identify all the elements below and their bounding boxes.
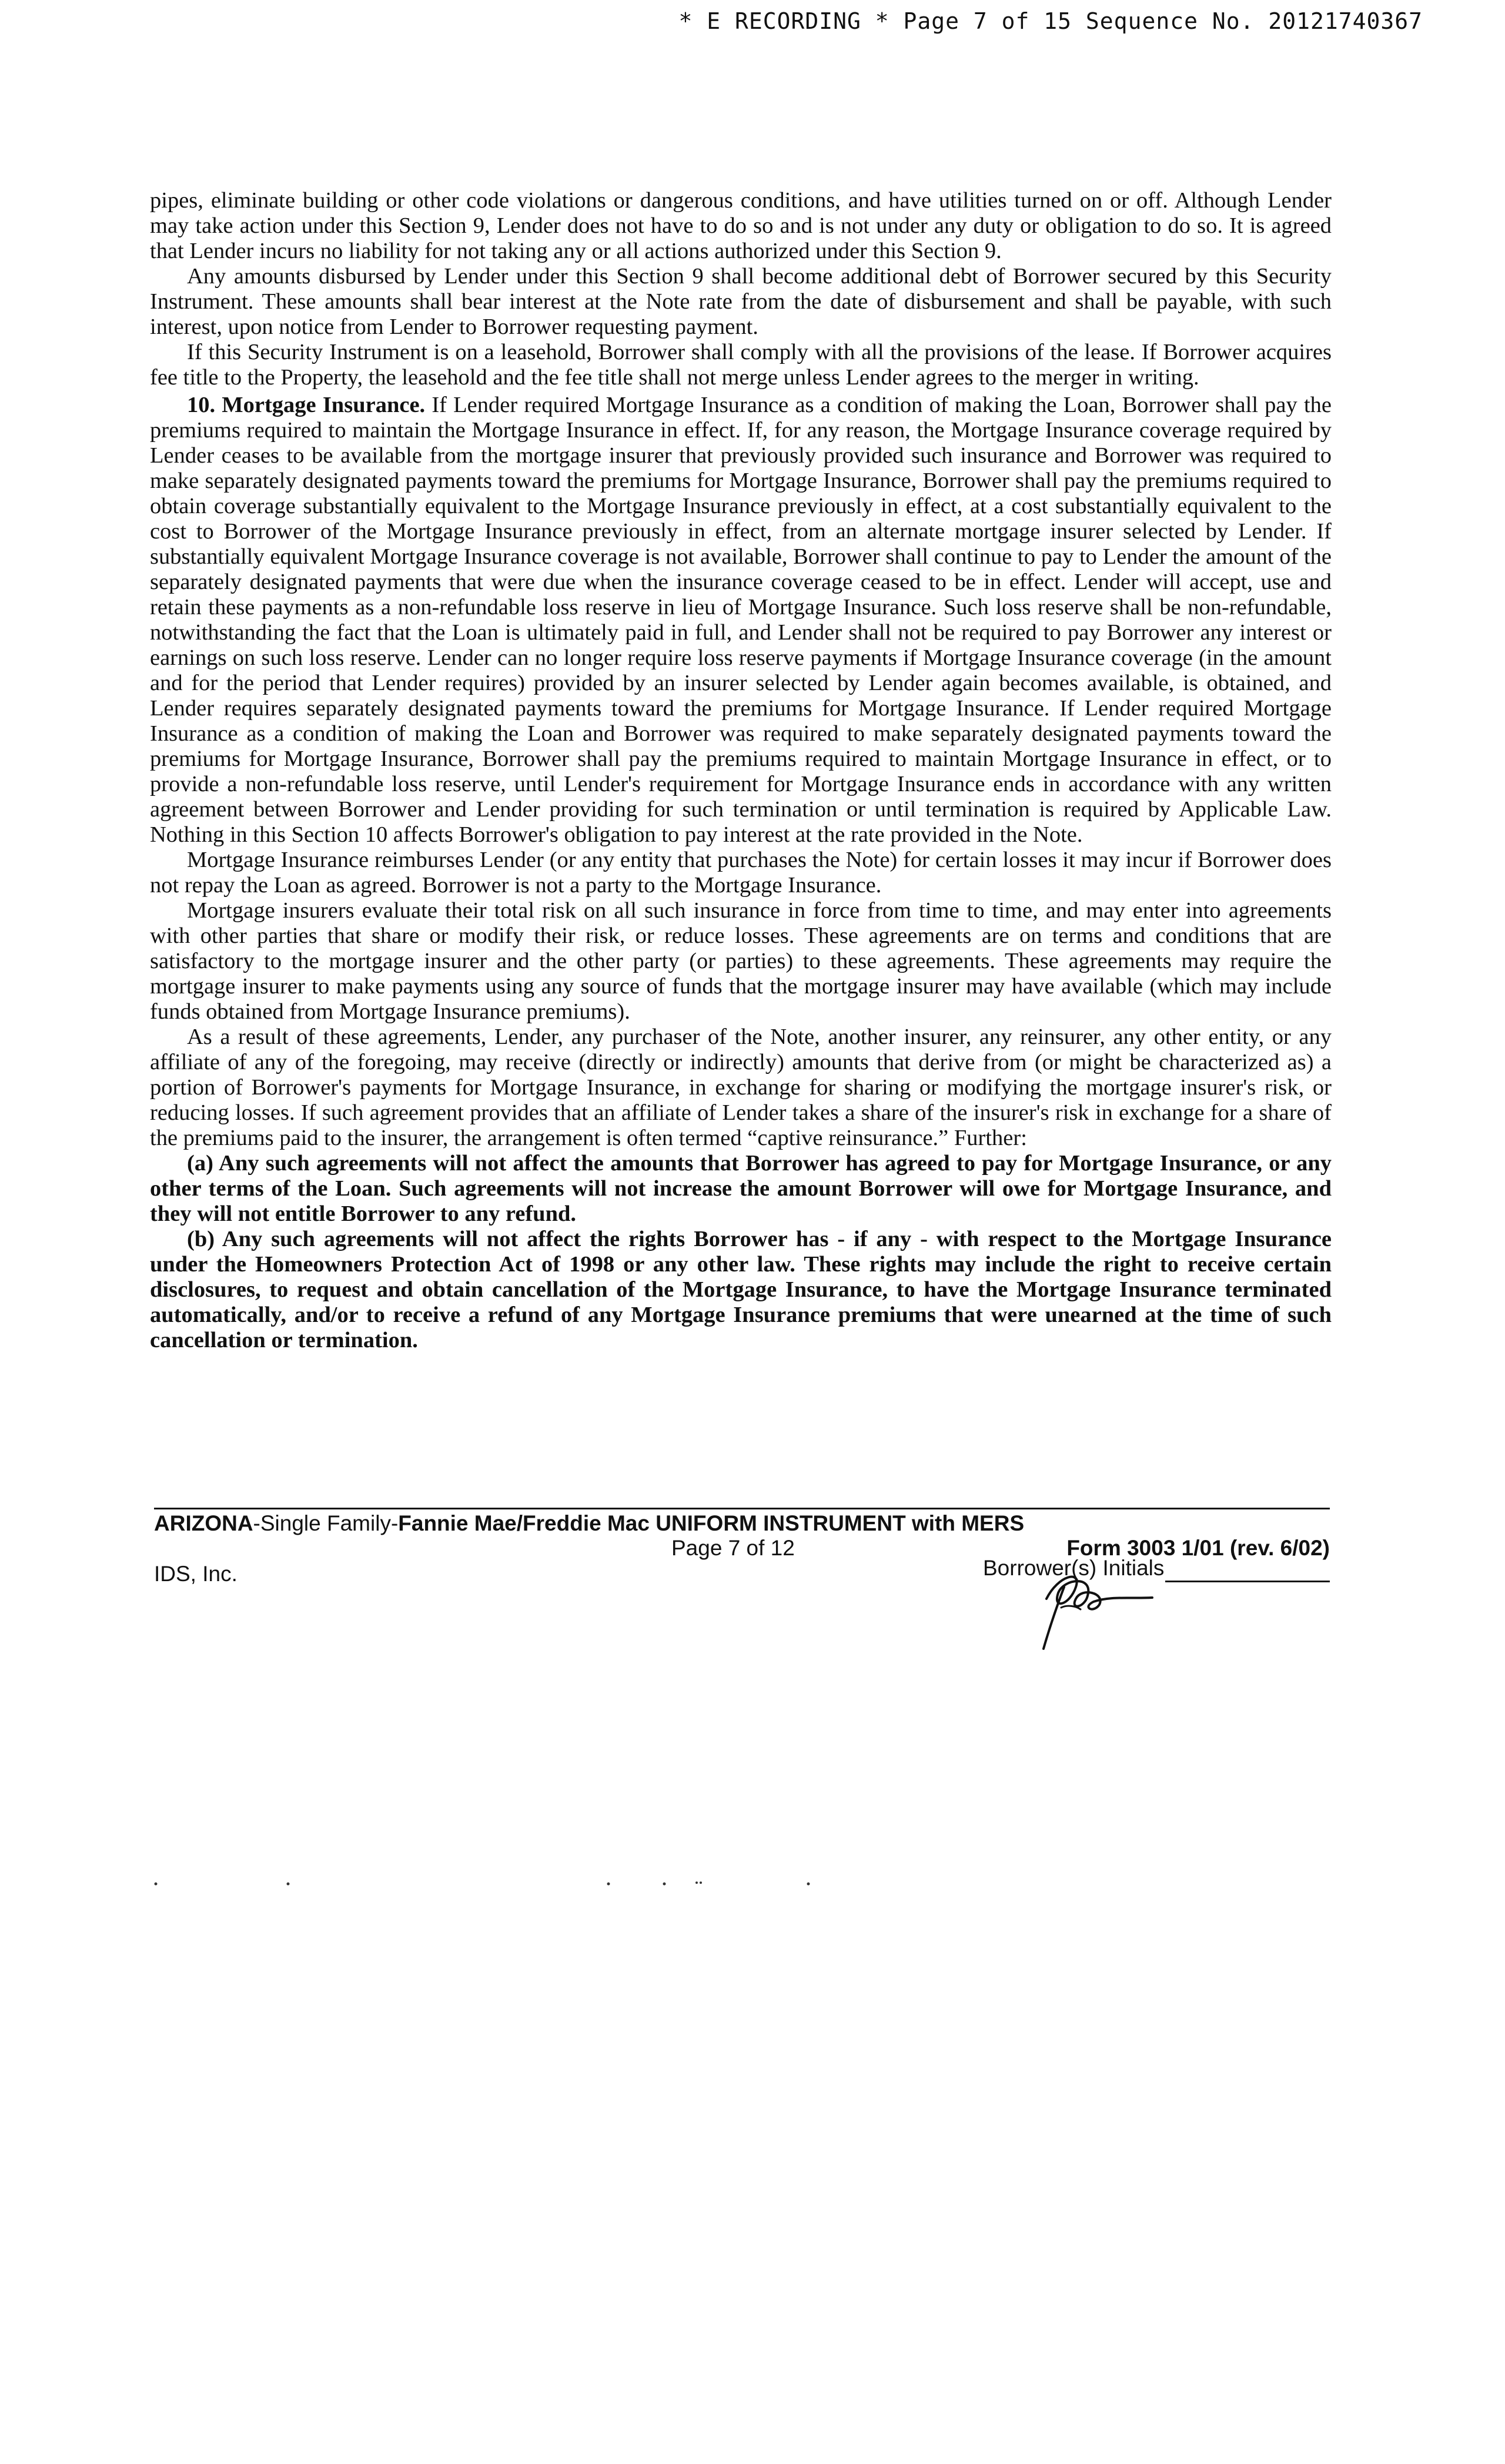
handwritten-initials [1011,1552,1188,1652]
section-10-body: If Lender required Mortgage Insurance as a condition of making the Loan, Borrower shall pay the premiums required to maintain the Mortgage Insurance in effect. If, for any reason, the Mortgage Insurance coverage required by Lender ceases to be available from the mortgage insurer that previously provided such insurance and Borrower was required to make separately designated payments toward the premiums for Mortgage Insurance, Borrower shall pay the premiums required to obtain coverage substantially equivalent to the Mortgage Insurance previously in effect, at a cost substantially equivalent to the cost to Borrower of the Mortgage Insurance previously in effect, from an alternate mortgage insurer selected by Lender. If substantially equivalent Mortgage Insurance coverage is not available, Borrower shall continue to pay to Lender the amount of the separately designated payments that were due when the insurance coverage ceased to be in effect. Lender will accept, use and retain these payments as a non-refundable loss reserve in lieu of Mortgage Insurance. Such loss reserve shall be non-refundable, notwithstanding the fact that the Loan is ultimately paid in full, and Lender shall not be required to pay Borrower any interest or earnings on such loss reserve. Lender can no longer require loss reserve payments if Mortgage Insurance coverage (in the amount and for the period that Lender requires) provided by an insurer selected by Lender again becomes available, is obtained, and Lender requires separately designated payments toward the premiums for Mortgage Insurance. If Lender required Mortgage Insurance as a condition of making the Loan and Borrower was required to make separately designated payments toward the premiums for Mortgage Insurance, Borrower shall pay the premiums required to maintain Mortgage Insurance in effect, or to provide a non-refundable loss reserve, until Lender's requirement for Mortgage Insurance ends in accordance with any written agreement between Borrower and Lender providing for such termination or until termination is required by Applicable Law. Nothing in this Section 10 affects Borrower's obligation to pay interest at the rate provided in the Note. [150,393,1332,847]
footer-state: ARIZONA [154,1511,253,1535]
paragraph-clause-a: (a) Any such agreements will not affect the amounts that Borrower has agreed to pay for Mortgage Insurance, or any other terms of the Loan. Such agreements will not increase the amount Borrower will owe for Mortgage Insurance, and they will not entitle Borrower to any refund. [150,1151,1332,1226]
scan-specks [0,1875,1505,1893]
initials-signature-line [1165,1581,1330,1582]
paragraph-leasehold: If this Security Instrument is on a leasehold, Borrower shall comply with all the provisions of the lease. If Borrower acquires fee title to the Property, the leasehold and the fee title shall not merge unless Lender agrees to the merger in writing. [150,340,1332,390]
footer-company: IDS, Inc. [154,1562,238,1586]
paragraph-clause-b: (b) Any such agreements will not affect the rights Borrower has - if any - with respect to the Mortgage Insurance under the Homeowners Protection Act of 1998 or any other law. These rights may include the right to receive certain disclosures, to request and obtain cancellation of the Mortgage Insurance, to have the Mortgage Insurance terminated automatically, and/or to receive a refund of any Mortgage Insurance premiums that were unearned at the time of such cancellation or termination. [150,1227,1332,1352]
paragraph-agreements-result: As a result of these agreements, Lender, any purchaser of the Note, another insurer, any reinsurer, any other entity, or any affiliate of any of the foregoing, may receive (directly or indirectly) amounts that derive from (or might be characterized as) a portion of Borrower's payments for Mortgage Insurance, in exchange for sharing or modifying the mortgage insurer's risk, or reducing losses. If such agreement provides that an affiliate of Lender takes a share of the insurer's risk in exchange for a share of the premiums paid to the insurer, the arrangement is often termed “captive reinsurance.” Further: [150,1025,1332,1150]
footer-page-number: Page 7 of 12 [671,1536,795,1560]
document-body [150,188,1332,1353]
paragraph-mi-insurers: Mortgage insurers evaluate their total risk on all such insurance in force from time to time, and may enter into agreements with other parties that share or modify their risk, or reduce losses. These agreements are on terms and conditions that are satisfactory to the mortgage insurer and the other party (or parties) to these agreements. These agreements may require the mortgage insurer to make payments using any source of funds that the mortgage insurer may have available (which may include funds obtained from Mortgage Insurance premiums). [150,898,1332,1024]
footer-form-number: Form 3003 1/01 (rev. 6/02) [1066,1536,1330,1560]
footer-instrument: Fannie Mae/Freddie Mac UNIFORM INSTRUMENT with MERS [398,1511,1025,1535]
footer-initials-label: Borrower(s) Initials [983,1556,1165,1580]
paragraph-amounts-disbursed: Any amounts disbursed by Lender under this Section 9 shall become additional debt of Borrower secured by this Security Instrument. These amounts shall bear interest at the Note rate from the date of disbursement and shall be payable, with such interest, upon notice from Lender to Borrower requesting payment. [150,264,1332,339]
footer-instrument-line [154,1511,1024,1536]
paragraph-section9-continued: pipes, eliminate building or other code violations or dangerous conditions, and have utilities turned on or off. Although Lender may take action under this Section 9, Lender does not have to do so and is not under any duty or obligation to do so. It is agreed that Lender incurs no liability for not taking any or all actions authorized under this Section 9. [150,188,1332,263]
footer-divider [154,1508,1330,1509]
section-10-mortgage-insurance [150,393,1332,848]
paragraph-mi-reimburses: Mortgage Insurance reimburses Lender (or any entity that purchases the Note) for certain losses it may incur if Borrower does not repay the Loan as agreed. Borrower is not a party to the Mortgage Insurance. [150,848,1332,898]
section-10-heading: 10. Mortgage Insurance. [187,393,426,417]
footer-family: -Single Family- [253,1511,399,1535]
recording-header: * E RECORDING * Page 7 of 15 Sequence No. 20121740367 [678,8,1423,34]
